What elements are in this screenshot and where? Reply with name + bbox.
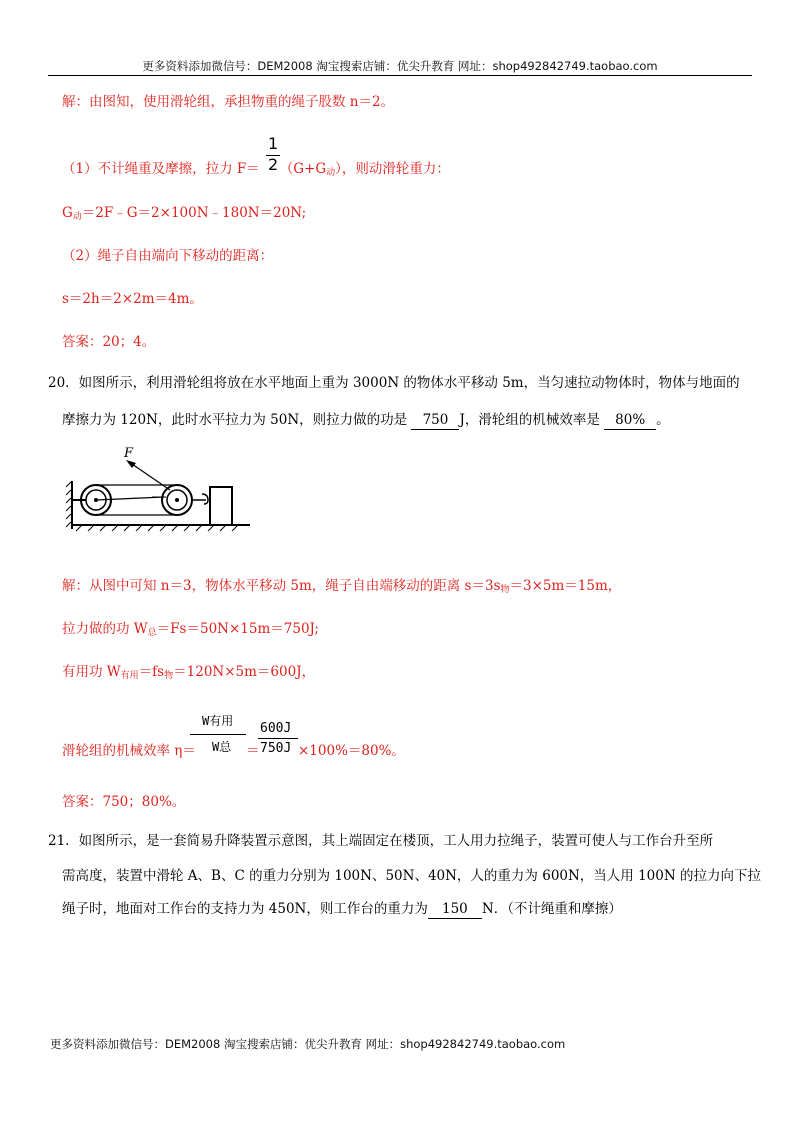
eta-frac2-denominator: 750J [260, 741, 292, 756]
q20-line2-a: 摩擦力为 120N，此时水平拉力为 50N，则拉力做的功是 [62, 412, 408, 428]
header-divider [48, 75, 752, 76]
q20-solution-2 [62, 620, 319, 642]
q20-sol3-c: ＝120N×5m＝600J， [173, 664, 316, 680]
force-label-F: F [124, 446, 134, 461]
q20-sol2-b: ＝Fs＝50N×15m＝750J; [156, 621, 319, 637]
q20-line2-c: 。 [656, 412, 670, 428]
q21-line3 [62, 900, 622, 919]
q21-line3-a: 绳子时，地面对工作台的支持力为 450N，则工作台的重力为 [62, 901, 428, 917]
p19-part1-c: ），则动滑轮重力： [335, 161, 450, 177]
p19-calc1 [62, 204, 306, 226]
page-footer: 更多资料添加微信号：DEM2008 淘宝搜索店铺：优尖升教育 网址：shop492842749.taobao.com [50, 1037, 566, 1051]
q20-line2 [62, 411, 670, 430]
p19-part2: （2）绳子自由端向下移动的距离： [62, 248, 274, 264]
q21-line3-b: N．（不计绳重和摩擦） [481, 901, 622, 917]
p19-part1 [62, 160, 450, 182]
half-fraction-denominator: 2 [268, 155, 279, 174]
q20-sol2-sub: 总 [147, 628, 157, 638]
p19-calc1-sub: 动 [72, 212, 82, 222]
p19-part1-a: （1）不计绳重及摩擦，拉力 F＝ [62, 161, 260, 177]
q20-answer: 答案：750；80%。 [62, 794, 186, 810]
p19-solution-intro: 解：由图知，使用滑轮组，承担物重的绳子股数 n＝2。 [62, 94, 395, 110]
eta-frac2-bar [258, 738, 298, 739]
q20-sol1-a: 解：从图中可知 n＝3，物体水平移动 5m，绳子自由端移动的距离 s＝3s [62, 578, 501, 594]
q21-line1: 21．如图所示，是一套简易升降装置示意图，其上端固定在楼顶，工人用力拉绳子，装置可使人与工作台升至所 [48, 833, 714, 849]
p19-answer: 答案：20；4。 [62, 334, 156, 350]
eta-frac2-numerator: 600J [260, 721, 292, 736]
p19-calc2: s＝2h＝2×2m＝4m。 [62, 291, 203, 307]
p19-calc1-b: ＝2F﹣G＝2×100N﹣180N＝20N; [81, 205, 307, 221]
q20-sol1-sub: 物 [500, 585, 510, 595]
q20-sol1-b: ＝3×5m＝15m， [509, 578, 622, 594]
q20-sol3-sub: 有用 [120, 671, 139, 681]
half-fraction-numerator: 1 [268, 134, 279, 153]
q20-efficiency-result: ×100%＝80%。 [298, 743, 405, 759]
q20-efficiency-label: 滑轮组的机械效率 η＝ [62, 743, 196, 759]
q20-blank-work: 750 [411, 411, 459, 430]
q20-sol3-sub2: 物 [164, 671, 174, 681]
q20-line2-b: J，滑轮组的机械效率是 [459, 412, 600, 428]
eta-frac1-bar [190, 734, 246, 735]
q20-sol3-b: ＝fs [138, 664, 165, 680]
q20-solution-1 [62, 577, 621, 599]
pulley-figure [64, 445, 254, 535]
page-header: 更多资料添加微信号：DEM2008 淘宝搜索店铺：优尖升教育 网址：shop492842749.taobao.com [142, 59, 658, 73]
eta-frac1-denominator: W总 [212, 740, 232, 754]
q21-line2: 需高度，装置中滑轮 A、B、C 的重力分别为 100N、50N、40N，人的重力为 600N，当人用 100N 的拉力向下拉 [62, 868, 761, 884]
q21-blank-weight: 150 [428, 900, 482, 919]
q20-blank-efficiency: 80% [604, 411, 656, 430]
p19-part1-b: （G+G [279, 161, 327, 177]
q20-solution-3 [62, 663, 315, 685]
q20-sol3-a: 有用功 W [62, 664, 121, 680]
p19-calc1-a: G [62, 205, 73, 221]
eta-frac1-numerator: W有用 [202, 714, 234, 728]
eta-equals: ＝ [246, 743, 260, 759]
q20-sol2-a: 拉力做的功 W [62, 621, 148, 637]
p19-part1-sub: 动 [326, 168, 336, 178]
q20-line1: 20．如图所示，利用滑轮组将放在水平地面上重为 3000N 的物体水平移动 5m，当匀速拉动物体时，物体与地面的 [48, 375, 740, 391]
